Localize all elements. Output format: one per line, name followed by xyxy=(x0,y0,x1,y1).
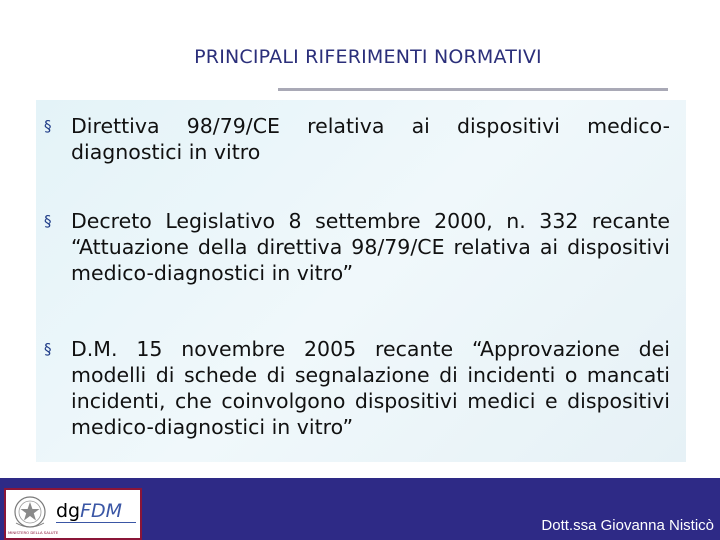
bullet-marker-icon: § xyxy=(44,340,52,358)
logo-ministry-text: MINISTERO DELLA SALUTE xyxy=(8,530,59,535)
bullet-text: D.M. 15 novembre 2005 recante “Approvazione dei modelli di schede di segnalazione di incidenti o mancati incidenti, che coinvolgono dispositivi medici e dispositivi medico-diagnostici in vitro” xyxy=(71,337,670,439)
bullet-marker-icon: § xyxy=(44,117,52,135)
bullet-item-ministerial-decree xyxy=(44,336,670,440)
logo-prefix: dg xyxy=(56,500,81,522)
republic-emblem-icon xyxy=(10,493,50,531)
logo-suffix: FDM xyxy=(80,500,123,522)
logo-underline xyxy=(56,522,136,523)
bullet-text: Direttiva 98/79/CE relativa ai dispositivi medico-diagnostici in vitro xyxy=(71,114,670,164)
author-name: Dott.ssa Giovanna Nisticò xyxy=(541,517,714,534)
bullet-item-legislative-decree xyxy=(44,208,670,286)
logo-wordmark xyxy=(56,500,122,522)
bullet-item-directive xyxy=(44,113,670,165)
dgfdm-logo xyxy=(4,488,142,540)
slide-title: PRINCIPALI RIFERIMENTI NORMATIVI xyxy=(194,46,542,68)
title-divider xyxy=(278,88,668,91)
bullet-text: Decreto Legislativo 8 settembre 2000, n. 332 recante “Attuazione della direttiva 98/79/CE relativa ai dispositivi medico-diagnostici in vitro” xyxy=(71,209,670,285)
bullet-marker-icon: § xyxy=(44,212,52,230)
